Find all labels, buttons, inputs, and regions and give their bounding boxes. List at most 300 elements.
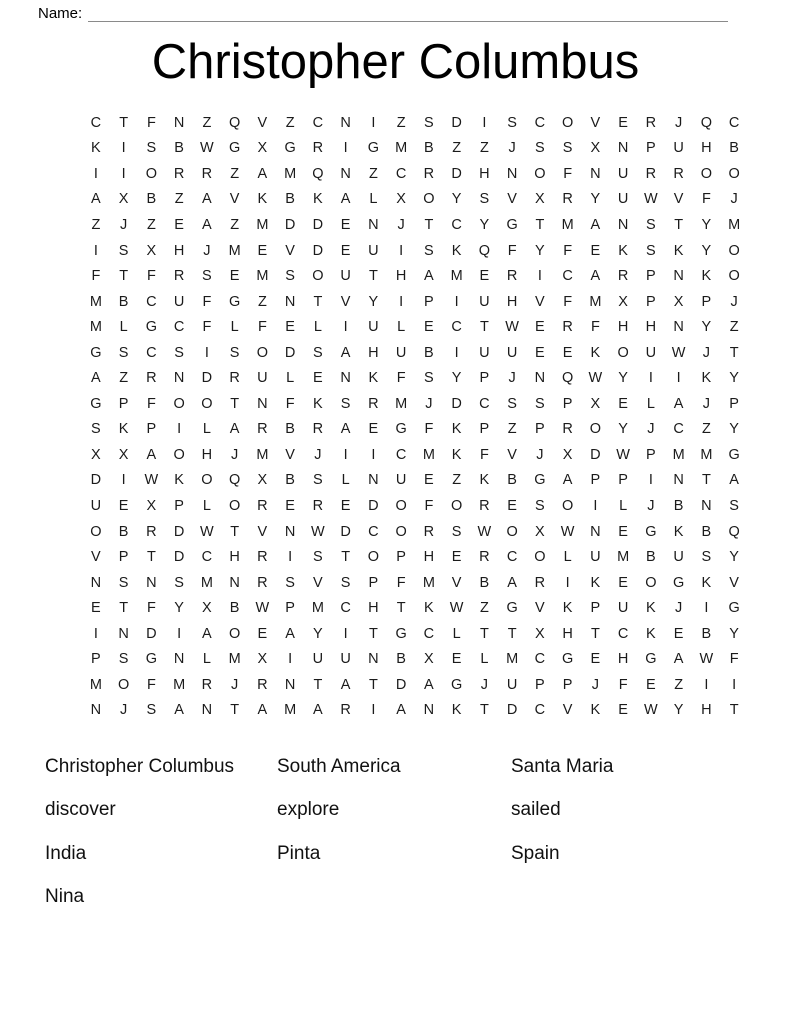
grid-letter[interactable]: S [535,497,545,514]
grid-letter[interactable]: D [146,625,157,642]
grid-letter[interactable]: I [399,293,404,310]
grid-letter[interactable]: A [507,574,517,591]
grid-letter[interactable]: J [702,344,710,361]
grid-letter[interactable]: O [589,421,602,438]
grid-letter[interactable]: U [617,600,629,617]
grid-letter[interactable]: F [590,319,600,336]
grid-letter[interactable]: N [257,395,268,412]
grid-letter[interactable]: B [701,523,712,540]
grid-letter[interactable]: H [701,702,712,719]
grid-letter[interactable]: E [646,676,656,693]
grid-letter[interactable]: V [673,191,684,208]
grid-letter[interactable]: I [343,140,348,157]
grid-letter[interactable]: R [146,523,157,540]
grid-letter[interactable]: I [343,446,348,463]
grid-letter[interactable]: M [728,216,741,233]
grid-letter[interactable]: Z [452,472,462,489]
grid-letter[interactable]: S [285,268,295,285]
grid-letter[interactable]: M [284,702,297,719]
grid-letter[interactable]: T [479,625,489,642]
grid-letter[interactable]: Z [230,165,240,182]
grid-letter[interactable]: D [590,446,601,463]
grid-letter[interactable]: J [675,114,683,131]
grid-letter[interactable]: E [313,370,323,387]
grid-letter[interactable]: P [118,395,129,412]
grid-letter[interactable]: S [118,574,129,591]
grid-letter[interactable]: Z [285,114,295,131]
grid-letter[interactable]: S [229,344,240,361]
grid-letter[interactable]: I [482,114,487,131]
grid-letter[interactable]: I [565,574,570,591]
grid-letter[interactable]: C [340,600,351,617]
grid-letter[interactable]: K [368,370,379,387]
grid-letter[interactable]: C [395,165,407,182]
grid-letter[interactable]: D [340,523,351,540]
grid-letter[interactable]: D [173,549,185,566]
grid-letter[interactable]: C [506,549,518,566]
grid-letter[interactable]: U [257,370,268,387]
grid-letter[interactable]: K [701,574,712,591]
grid-letter[interactable]: K [451,242,462,259]
grid-letter[interactable]: Y [451,370,462,387]
grid-letter[interactable]: R [201,676,213,693]
grid-letter[interactable]: O [117,676,130,693]
grid-letter[interactable]: O [90,523,102,540]
grid-letter[interactable]: T [119,600,129,617]
grid-letter[interactable]: R [257,676,268,693]
grid-letter[interactable]: H [201,446,213,463]
grid-letter[interactable]: Z [479,140,489,157]
grid-letter[interactable]: S [535,395,545,412]
grid-letter[interactable]: I [121,140,126,157]
grid-letter[interactable]: L [230,319,239,336]
grid-letter[interactable]: X [396,191,406,208]
grid-letter[interactable]: B [229,600,240,617]
grid-letter[interactable]: V [91,549,101,566]
grid-letter[interactable]: W [699,651,714,668]
grid-letter[interactable]: A [590,268,601,285]
grid-letter[interactable]: Z [452,140,462,157]
grid-letter[interactable]: S [313,549,323,566]
grid-letter[interactable]: J [508,370,516,387]
grid-letter[interactable]: B [285,472,295,489]
grid-letter[interactable]: B [285,421,295,438]
grid-letter[interactable]: V [229,191,240,208]
grid-letter[interactable]: F [146,268,156,285]
grid-letter[interactable]: A [257,702,268,719]
grid-letter[interactable]: Z [91,216,101,233]
grid-letter[interactable]: N [673,319,684,336]
grid-letter[interactable]: Y [701,319,712,336]
grid-letter[interactable]: R [173,165,185,182]
grid-letter[interactable]: C [395,446,407,463]
grid-letter[interactable]: T [368,676,378,693]
grid-letter[interactable]: G [506,216,518,233]
grid-letter[interactable]: J [647,421,655,438]
grid-letter[interactable]: C [479,395,490,412]
grid-letter[interactable]: X [257,472,268,489]
grid-letter[interactable]: K [590,702,601,719]
grid-letter[interactable]: F [91,268,101,285]
grid-letter[interactable]: I [371,702,376,719]
grid-letter[interactable]: A [91,370,101,387]
grid-letter[interactable]: A [174,702,184,719]
grid-letter[interactable]: O [645,574,657,591]
grid-letter[interactable]: I [399,242,404,259]
grid-letter[interactable]: E [451,651,462,668]
grid-letter[interactable]: F [396,574,406,591]
grid-letter[interactable]: P [646,268,656,285]
grid-letter[interactable]: B [701,625,712,642]
grid-letter[interactable]: N [368,472,379,489]
grid-letter[interactable]: I [648,370,653,387]
grid-letter[interactable]: D [395,676,407,693]
grid-letter[interactable]: Q [700,114,713,131]
grid-letter[interactable]: M [589,293,602,310]
grid-letter[interactable]: S [701,549,712,566]
grid-letter[interactable]: F [563,165,573,182]
grid-letter[interactable]: G [450,676,463,693]
grid-letter[interactable]: K [701,370,712,387]
grid-letter[interactable]: C [534,114,546,131]
grid-letter[interactable]: T [146,549,156,566]
grid-letter[interactable]: X [673,293,684,310]
grid-letter[interactable]: Z [729,319,739,336]
grid-letter[interactable]: Y [479,216,490,233]
grid-letter[interactable]: T [396,600,406,617]
grid-letter[interactable]: T [368,268,378,285]
grid-letter[interactable]: E [340,497,351,514]
grid-letter[interactable]: S [562,140,573,157]
grid-letter[interactable]: K [257,191,268,208]
grid-letter[interactable]: C [673,421,684,438]
grid-letter[interactable]: F [257,319,267,336]
grid-letter[interactable]: U [368,242,379,259]
word-list-item[interactable]: explore [277,799,340,821]
grid-letter[interactable]: F [563,242,573,259]
grid-letter[interactable]: S [451,523,462,540]
grid-letter[interactable]: C [90,114,102,131]
grid-letter[interactable]: J [397,216,405,233]
grid-letter[interactable]: T [535,216,545,233]
grid-letter[interactable]: T [230,702,240,719]
grid-letter[interactable]: L [452,625,461,642]
grid-letter[interactable]: R [368,395,379,412]
grid-letter[interactable]: A [340,191,351,208]
grid-letter[interactable]: T [313,676,323,693]
grid-letter[interactable]: K [313,395,323,412]
grid-letter[interactable]: A [91,191,101,208]
grid-letter[interactable]: F [424,497,434,514]
grid-letter[interactable]: Z [257,293,267,310]
grid-letter[interactable]: D [312,216,324,233]
grid-letter[interactable]: E [174,216,184,233]
grid-letter[interactable]: R [534,574,546,591]
grid-letter[interactable]: K [618,242,628,259]
grid-letter[interactable]: E [285,319,295,336]
grid-letter[interactable]: D [173,523,185,540]
grid-letter[interactable]: E [562,344,573,361]
grid-letter[interactable]: P [146,421,157,438]
grid-letter[interactable]: A [673,395,684,412]
grid-letter[interactable]: T [701,472,711,489]
grid-letter[interactable]: P [479,370,490,387]
grid-letter[interactable]: X [91,446,101,463]
grid-letter[interactable]: I [704,600,709,617]
grid-letter[interactable]: I [732,676,737,693]
grid-letter[interactable]: H [617,319,629,336]
grid-letter[interactable]: R [201,165,213,182]
grid-letter[interactable]: A [562,472,573,489]
grid-letter[interactable]: R [146,370,157,387]
grid-letter[interactable]: F [618,676,628,693]
grid-letter[interactable]: I [454,293,459,310]
grid-letter[interactable]: O [423,191,435,208]
grid-letter[interactable]: E [424,472,434,489]
grid-letter[interactable]: Y [451,191,462,208]
grid-letter[interactable]: I [93,242,98,259]
grid-letter[interactable]: I [454,344,459,361]
grid-letter[interactable]: I [343,319,348,336]
grid-letter[interactable]: K [673,523,684,540]
name-input-line[interactable] [88,21,728,22]
grid-letter[interactable]: W [644,702,658,719]
grid-letter[interactable]: G [395,625,407,642]
grid-letter[interactable]: L [619,497,628,514]
grid-letter[interactable]: Q [228,114,241,131]
grid-letter[interactable]: R [340,702,351,719]
grid-letter[interactable]: E [118,497,129,514]
grid-letter[interactable]: E [257,625,268,642]
grid-letter[interactable]: N [368,651,379,668]
grid-letter[interactable]: H [617,651,629,668]
grid-letter[interactable]: E [507,497,517,514]
grid-letter[interactable]: F [146,114,156,131]
grid-letter[interactable]: J [730,191,738,208]
grid-letter[interactable]: C [146,293,157,310]
grid-letter[interactable]: C [312,114,324,131]
grid-letter[interactable]: I [343,625,348,642]
grid-letter[interactable]: P [174,497,184,514]
grid-letter[interactable]: V [285,242,295,259]
grid-letter[interactable]: I [537,268,542,285]
grid-letter[interactable]: N [173,114,185,131]
grid-letter[interactable]: Y [174,600,184,617]
grid-letter[interactable]: U [673,549,684,566]
grid-letter[interactable]: N [340,370,351,387]
grid-letter[interactable]: A [424,676,434,693]
grid-letter[interactable]: E [590,242,601,259]
grid-letter[interactable]: H [562,625,573,642]
grid-letter[interactable]: K [590,574,601,591]
grid-letter[interactable]: P [479,421,490,438]
grid-letter[interactable]: R [645,165,657,182]
grid-letter[interactable]: E [618,395,628,412]
grid-letter[interactable]: W [644,191,658,208]
grid-letter[interactable]: E [618,702,628,719]
grid-letter[interactable]: S [91,421,101,438]
grid-letter[interactable]: G [534,472,546,489]
grid-letter[interactable]: F [146,676,156,693]
grid-letter[interactable]: N [506,165,518,182]
grid-letter[interactable]: F [424,421,434,438]
grid-letter[interactable]: A [229,421,240,438]
grid-letter[interactable]: P [91,651,101,668]
grid-letter[interactable]: T [674,216,684,233]
grid-letter[interactable]: O [450,497,463,514]
grid-letter[interactable]: F [285,395,295,412]
grid-letter[interactable]: C [617,625,629,642]
grid-letter[interactable]: G [506,600,518,617]
grid-letter[interactable]: Z [507,421,517,438]
grid-letter[interactable]: Y [368,293,379,310]
grid-letter[interactable]: S [424,370,434,387]
grid-letter[interactable]: A [340,421,351,438]
grid-letter[interactable]: O [561,114,574,131]
grid-letter[interactable]: U [368,319,379,336]
grid-letter[interactable]: P [368,574,379,591]
grid-letter[interactable]: M [617,549,630,566]
grid-letter[interactable]: X [535,625,545,642]
grid-letter[interactable]: P [562,676,573,693]
grid-letter[interactable]: R [562,421,573,438]
grid-letter[interactable]: N [118,625,129,642]
grid-letter[interactable]: W [311,523,325,540]
grid-letter[interactable]: V [340,293,351,310]
grid-letter[interactable]: N [284,523,296,540]
grid-letter[interactable]: M [561,216,574,233]
grid-letter[interactable]: V [535,600,545,617]
grid-letter[interactable]: U [590,549,601,566]
grid-letter[interactable]: I [121,472,126,489]
grid-letter[interactable]: K [479,472,490,489]
grid-letter[interactable]: J [231,676,239,693]
grid-letter[interactable]: F [479,446,489,463]
grid-letter[interactable]: R [312,421,324,438]
grid-letter[interactable]: R [479,497,490,514]
grid-letter[interactable]: X [618,293,628,310]
grid-letter[interactable]: H [506,293,518,310]
grid-letter[interactable]: D [201,370,213,387]
grid-letter[interactable]: L [646,395,655,412]
grid-letter[interactable]: N [590,165,601,182]
grid-letter[interactable]: M [450,268,463,285]
grid-letter[interactable]: L [286,370,295,387]
grid-letter[interactable]: T [119,114,129,131]
grid-letter[interactable]: X [590,395,601,412]
grid-letter[interactable]: F [701,191,711,208]
grid-letter[interactable]: I [676,370,681,387]
grid-letter[interactable]: K [590,344,601,361]
grid-letter[interactable]: T [729,344,739,361]
grid-letter[interactable]: T [479,702,489,719]
grid-letter[interactable]: G [561,651,574,668]
grid-letter[interactable]: N [146,574,157,591]
grid-letter[interactable]: P [535,421,545,438]
grid-letter[interactable]: R [257,549,268,566]
grid-letter[interactable]: S [507,114,517,131]
grid-letter[interactable]: E [479,268,490,285]
grid-letter[interactable]: J [314,446,322,463]
grid-letter[interactable]: K [118,421,129,438]
grid-letter[interactable]: W [144,472,159,489]
grid-letter[interactable]: Z [368,165,378,182]
grid-letter[interactable]: S [646,216,656,233]
grid-letter[interactable]: N [90,574,102,591]
grid-letter[interactable]: E [618,574,628,591]
grid-letter[interactable]: G [145,651,158,668]
grid-letter[interactable]: I [648,472,653,489]
grid-letter[interactable]: P [701,293,712,310]
grid-letter[interactable]: T [479,319,489,336]
grid-letter[interactable]: J [591,676,599,693]
grid-letter[interactable]: Z [479,600,489,617]
grid-letter[interactable]: G [728,446,740,463]
grid-letter[interactable]: N [590,523,601,540]
grid-letter[interactable]: J [203,242,211,259]
grid-letter[interactable]: N [340,114,351,131]
grid-letter[interactable]: K [451,702,462,719]
grid-letter[interactable]: Y [729,421,739,438]
grid-letter[interactable]: P [535,676,545,693]
grid-letter[interactable]: J [425,395,433,412]
grid-letter[interactable]: H [479,165,490,182]
grid-letter[interactable]: O [728,165,740,182]
grid-letter[interactable]: B [673,497,684,514]
grid-letter[interactable]: P [729,395,739,412]
grid-letter[interactable]: N [284,293,296,310]
grid-letter[interactable]: U [506,676,518,693]
grid-letter[interactable]: E [91,600,101,617]
grid-letter[interactable]: S [729,497,739,514]
grid-letter[interactable]: A [202,191,212,208]
grid-letter[interactable]: W [560,523,575,540]
grid-letter[interactable]: B [118,523,129,540]
grid-letter[interactable]: P [646,293,656,310]
grid-letter[interactable]: N [423,702,435,719]
grid-letter[interactable]: V [507,446,517,463]
grid-letter[interactable]: P [285,600,295,617]
grid-letter[interactable]: U [340,651,351,668]
grid-letter[interactable]: E [673,625,684,642]
grid-letter[interactable]: M [506,651,519,668]
grid-letter[interactable]: E [340,216,351,233]
word-list-item[interactable]: South America [277,756,401,777]
grid-letter[interactable]: H [173,242,185,259]
grid-letter[interactable]: D [284,216,296,233]
grid-letter[interactable]: J [536,446,544,463]
grid-letter[interactable]: C [534,651,546,668]
grid-letter[interactable]: S [535,140,545,157]
grid-letter[interactable]: M [228,651,241,668]
grid-letter[interactable]: U [395,472,407,489]
grid-letter[interactable]: L [397,319,406,336]
grid-letter[interactable]: Y [618,370,628,387]
grid-letter[interactable]: G [90,344,102,361]
grid-letter[interactable]: R [645,114,657,131]
grid-letter[interactable]: C [562,268,573,285]
word-list-item[interactable]: Nina [45,885,85,907]
grid-letter[interactable]: I [288,549,293,566]
word-list-item[interactable]: Santa Maria [511,756,614,777]
grid-letter[interactable]: R [257,497,268,514]
grid-letter[interactable]: B [479,574,490,591]
word-list-item[interactable]: Christopher Columbus [45,756,235,777]
grid-letter[interactable]: O [201,395,213,412]
grid-letter[interactable]: R [257,421,268,438]
grid-letter[interactable]: J [730,293,738,310]
grid-letter[interactable]: B [285,191,295,208]
